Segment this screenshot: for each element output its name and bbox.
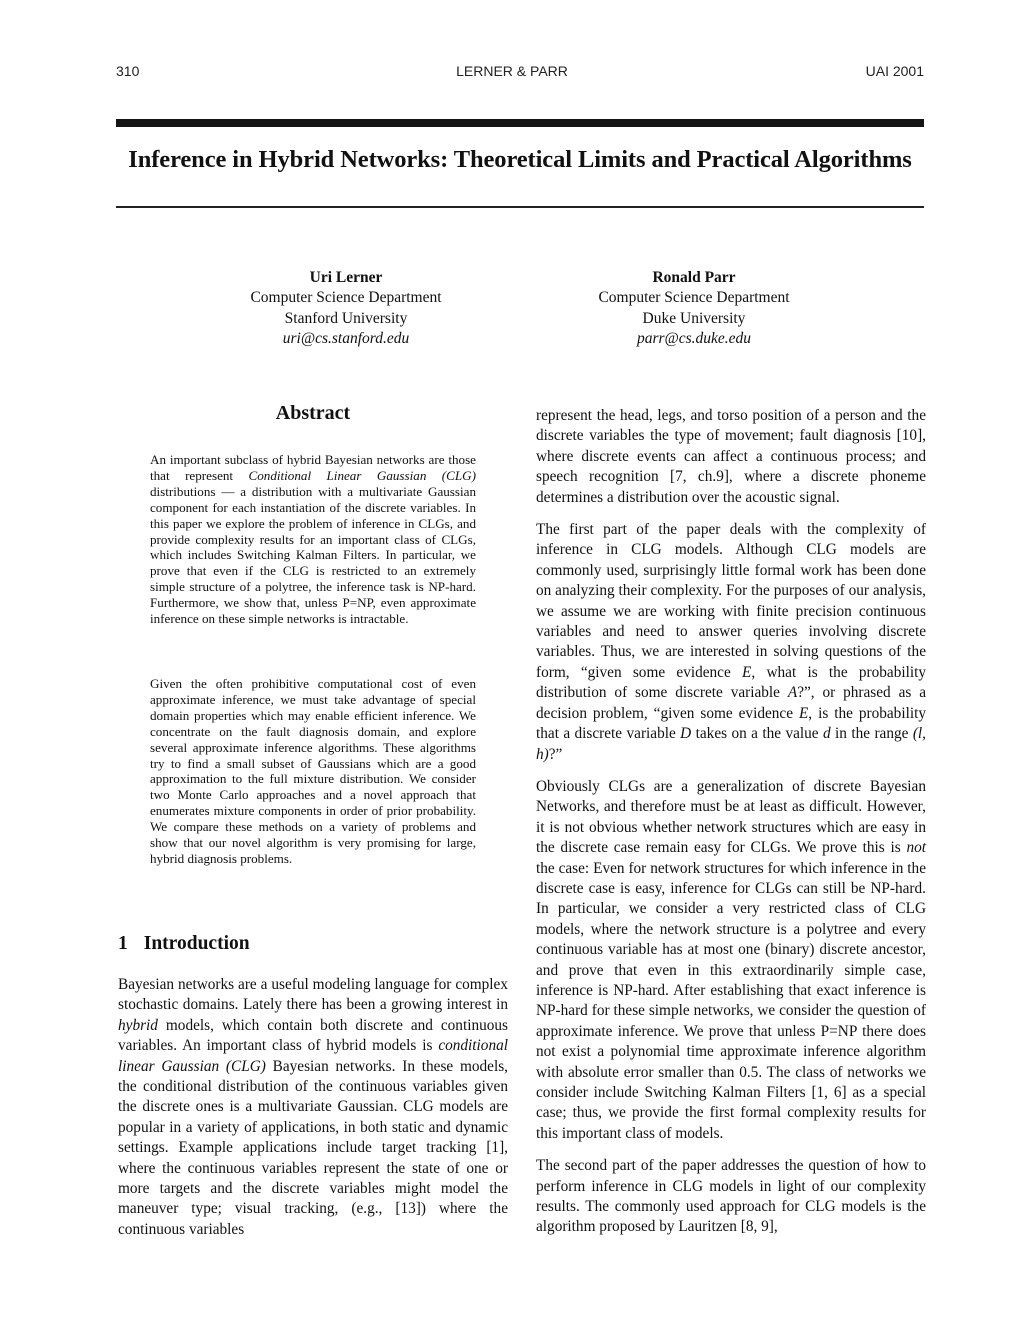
author-name: Ronald Parr	[652, 269, 736, 286]
author-email[interactable]: uri@cs.stanford.edu	[282, 329, 410, 347]
author-block-1	[186, 268, 506, 349]
body-paragraph: The second part of the paper addresses the question of how to perform inference in CLG models in light of our complexity results. The commonly used approach for CLG models is the algorithm proposed by Lauritzen [8, 9],	[536, 1157, 926, 1236]
body-paragraph: Obviously CLGs are a generalization of discrete Bayesian Networks, and therefore must be at least as difficult. However, it is not obvious whether network structures which are easy in the discrete case remain easy for CLGs. We prove this is not the case: Even for network structures for which inference in the discrete case is easy, inference for CLGs can still be NP-hard. In particular, we consider a very restricted class of CLG models, where the network structure is a polytree and every continuous variable has at most one (binary) discrete ancestor, and prove that even in this extraordinarily simple case, inference is NP-hard. After establishing that exact inference is NP-hard for these simple networks, we consider the question of approximate inference. We prove that unless P=NP there does not exist a polynomial time approximate inference algorithm with absolute error smaller than 0.5. The class of networks we consider include Switching Kalman Filters [1, 6] as a special case; thus, we provide the first formal complexity results for this important class of models.	[536, 777, 926, 1142]
title-rule-bottom	[116, 206, 924, 208]
intro-paragraph-1: Bayesian networks are a useful modeling language for complex stochastic domains. Lately there has been a growing interest in hybrid models, which contain both discrete and continuous variables. An important class of hybrid models is conditional linear Gaussian (CLG) Bayesian networks. In these models, the conditional distribution of the continuous variables given the discrete ones is a multivariate Gaussian. CLG models are popular in a variety of applications, in both static and dynamic settings. Example applications include target tracking [1], where the continuous variables represent the state of one or more targets and the discrete variables might model the maneuver type; visual tracking, (e.g., [13]) where the continuous variables	[118, 976, 508, 1238]
right-column	[536, 406, 926, 1250]
page-number: 310	[116, 63, 140, 79]
author-affiliation: Stanford University	[284, 309, 408, 327]
body-paragraph: The first part of the paper deals with the complexity of inference in CLG models. Although CLG models are commonly used, surprisingly little formal work has been done on analyzing their complexity. For the purposes of our analysis, we assume we are working with finite precision continuous variables and need to answer queries involving discrete variables. Thus, we are interested in solving questions of the form, “given some evidence E, what is the probability distribution of some discrete variable A?”, or phrased as a decision problem, “given some evidence E, is the probability that a discrete variable D takes on a the value d in the range (l, h)?”	[536, 521, 927, 763]
author-affiliation: Duke University	[642, 309, 746, 327]
author-dept: Computer Science Department	[598, 289, 790, 307]
abstract-heading: Abstract	[275, 402, 351, 424]
abstract-paragraph-1: An important subclass of hybrid Bayesian networks are those that represent Conditional Linear Gaussian (CLG) distributions — a distribution with a multivariate Gaussian component for each instantiation of the discrete variables. In this paper we explore the problem of inference in CLGs, and provide complexity results for an important class of CLGs, which includes Switching Kalman Filters. In particular, we prove that even if the CLG is restricted to an extremely simple structure of a polytree, the inference task is NP-hard. Furthermore, we show that, unless P=NP, even approximate inference on these simple networks is intractable.	[150, 452, 476, 627]
author-dept: Computer Science Department	[250, 289, 442, 307]
author-name: Uri Lerner	[309, 269, 383, 286]
paper-title: Inference in Hybrid Networks: Theoretical Limits and Practical Algorithms	[128, 146, 912, 173]
author-block-2	[534, 268, 854, 349]
running-title: LERNER & PARR	[456, 63, 568, 79]
abstract-paragraph-2: Given the often prohibitive computational cost of even approximate inference, we must take advantage of special domain properties which may enable efficient inference. We concentrate on the fault diagnosis domain, and explore several approximate inference algorithms. These algorithms try to find a small subset of Gaussians which are a good approximation to the full mixture distribution. We consider two Monte Carlo approaches and a novel approach that enumerates mixture components in order of prior probability. We compare these methods on a variety of problems and show that our novel algorithm is very promising for large, hybrid diagnosis problems.	[150, 676, 476, 866]
author-email[interactable]: parr@cs.duke.edu	[636, 329, 752, 347]
body-paragraph: represent the head, legs, and torso position of a person and the discrete variables the type of movement; fault diagnosis [10], where discrete events can affect a continuous process; and speech recognition [7, ch.9], where a discrete phoneme determines a distribution over the acoustic signal.	[536, 407, 926, 506]
title-rule-top	[116, 119, 924, 127]
section-heading: 1 Introduction	[118, 933, 250, 954]
venue: UAI 2001	[865, 63, 924, 79]
left-column	[118, 975, 508, 1252]
